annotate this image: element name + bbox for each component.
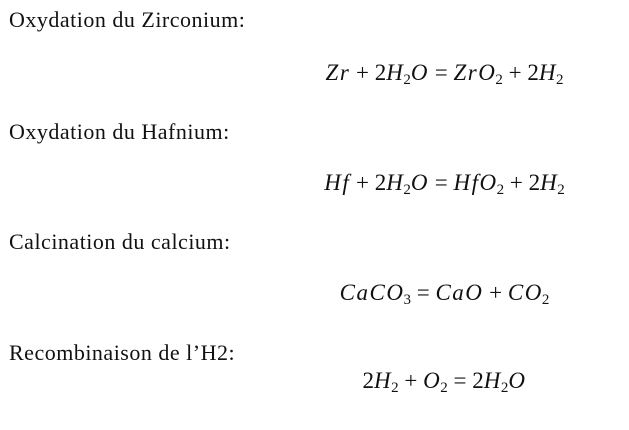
- equation-term: + 2: [504, 170, 541, 195]
- equation-term: H: [374, 368, 393, 393]
- equation-term: Zr: [325, 60, 351, 85]
- equation-term: CO: [507, 280, 543, 305]
- equation-term: + 2: [350, 60, 387, 85]
- equation-term: HfO: [453, 170, 498, 195]
- equation-subscript: 2: [391, 380, 399, 396]
- section-label-recombinaison-h2: Recombinaison de l’H2:: [9, 340, 236, 365]
- equation-term: +: [398, 368, 424, 393]
- equation-term: =: [429, 170, 454, 195]
- equation-term: O: [423, 368, 442, 393]
- equation-term: + 2: [502, 60, 539, 85]
- equation-term: ZrO: [453, 60, 497, 85]
- section-label-oxydation-hafnium: Oxydation du Hafnium:: [9, 119, 230, 144]
- equation-term: + 2: [350, 170, 387, 195]
- equation-h2-recombination: [260, 366, 629, 403]
- equation-subscript: 2: [495, 72, 503, 88]
- equation-subscript: 2: [403, 182, 411, 198]
- equation-term: H: [386, 60, 405, 85]
- equation-term: H: [538, 60, 557, 85]
- equation-term: H: [483, 368, 502, 393]
- equation-term: H: [386, 170, 405, 195]
- equation-term: CaCO: [339, 280, 405, 305]
- equation-term: +: [483, 280, 508, 305]
- equation-subscript: 2: [440, 380, 448, 396]
- equation-term: O: [410, 170, 429, 195]
- equation-hafnium-oxidation: [260, 168, 629, 205]
- equation-subscript: 3: [403, 292, 411, 308]
- equation-term: 2: [362, 368, 375, 393]
- equation-term: =: [410, 280, 436, 305]
- equation-subscript: 2: [403, 72, 411, 88]
- equation-term: = 2: [447, 368, 484, 393]
- equation-subscript: 2: [557, 182, 565, 198]
- equation-zirconium-oxidation: [260, 58, 629, 95]
- equation-term: =: [429, 60, 454, 85]
- section-label-oxydation-zirconium: Oxydation du Zirconium:: [9, 7, 246, 32]
- equation-term: CaO: [435, 280, 484, 305]
- equation-subscript: 2: [541, 292, 550, 308]
- equation-subscript: 2: [555, 72, 564, 88]
- equation-term: O: [508, 368, 527, 393]
- equation-subscript: 2: [496, 182, 505, 198]
- equation-calcium-calcination: [260, 278, 629, 315]
- equation-term: Hf: [324, 170, 351, 195]
- section-label-calcination-calcium: Calcination du calcium:: [9, 229, 231, 254]
- equation-term: O: [410, 60, 430, 85]
- equation-subscript: 2: [500, 380, 509, 396]
- equation-term: H: [540, 170, 559, 195]
